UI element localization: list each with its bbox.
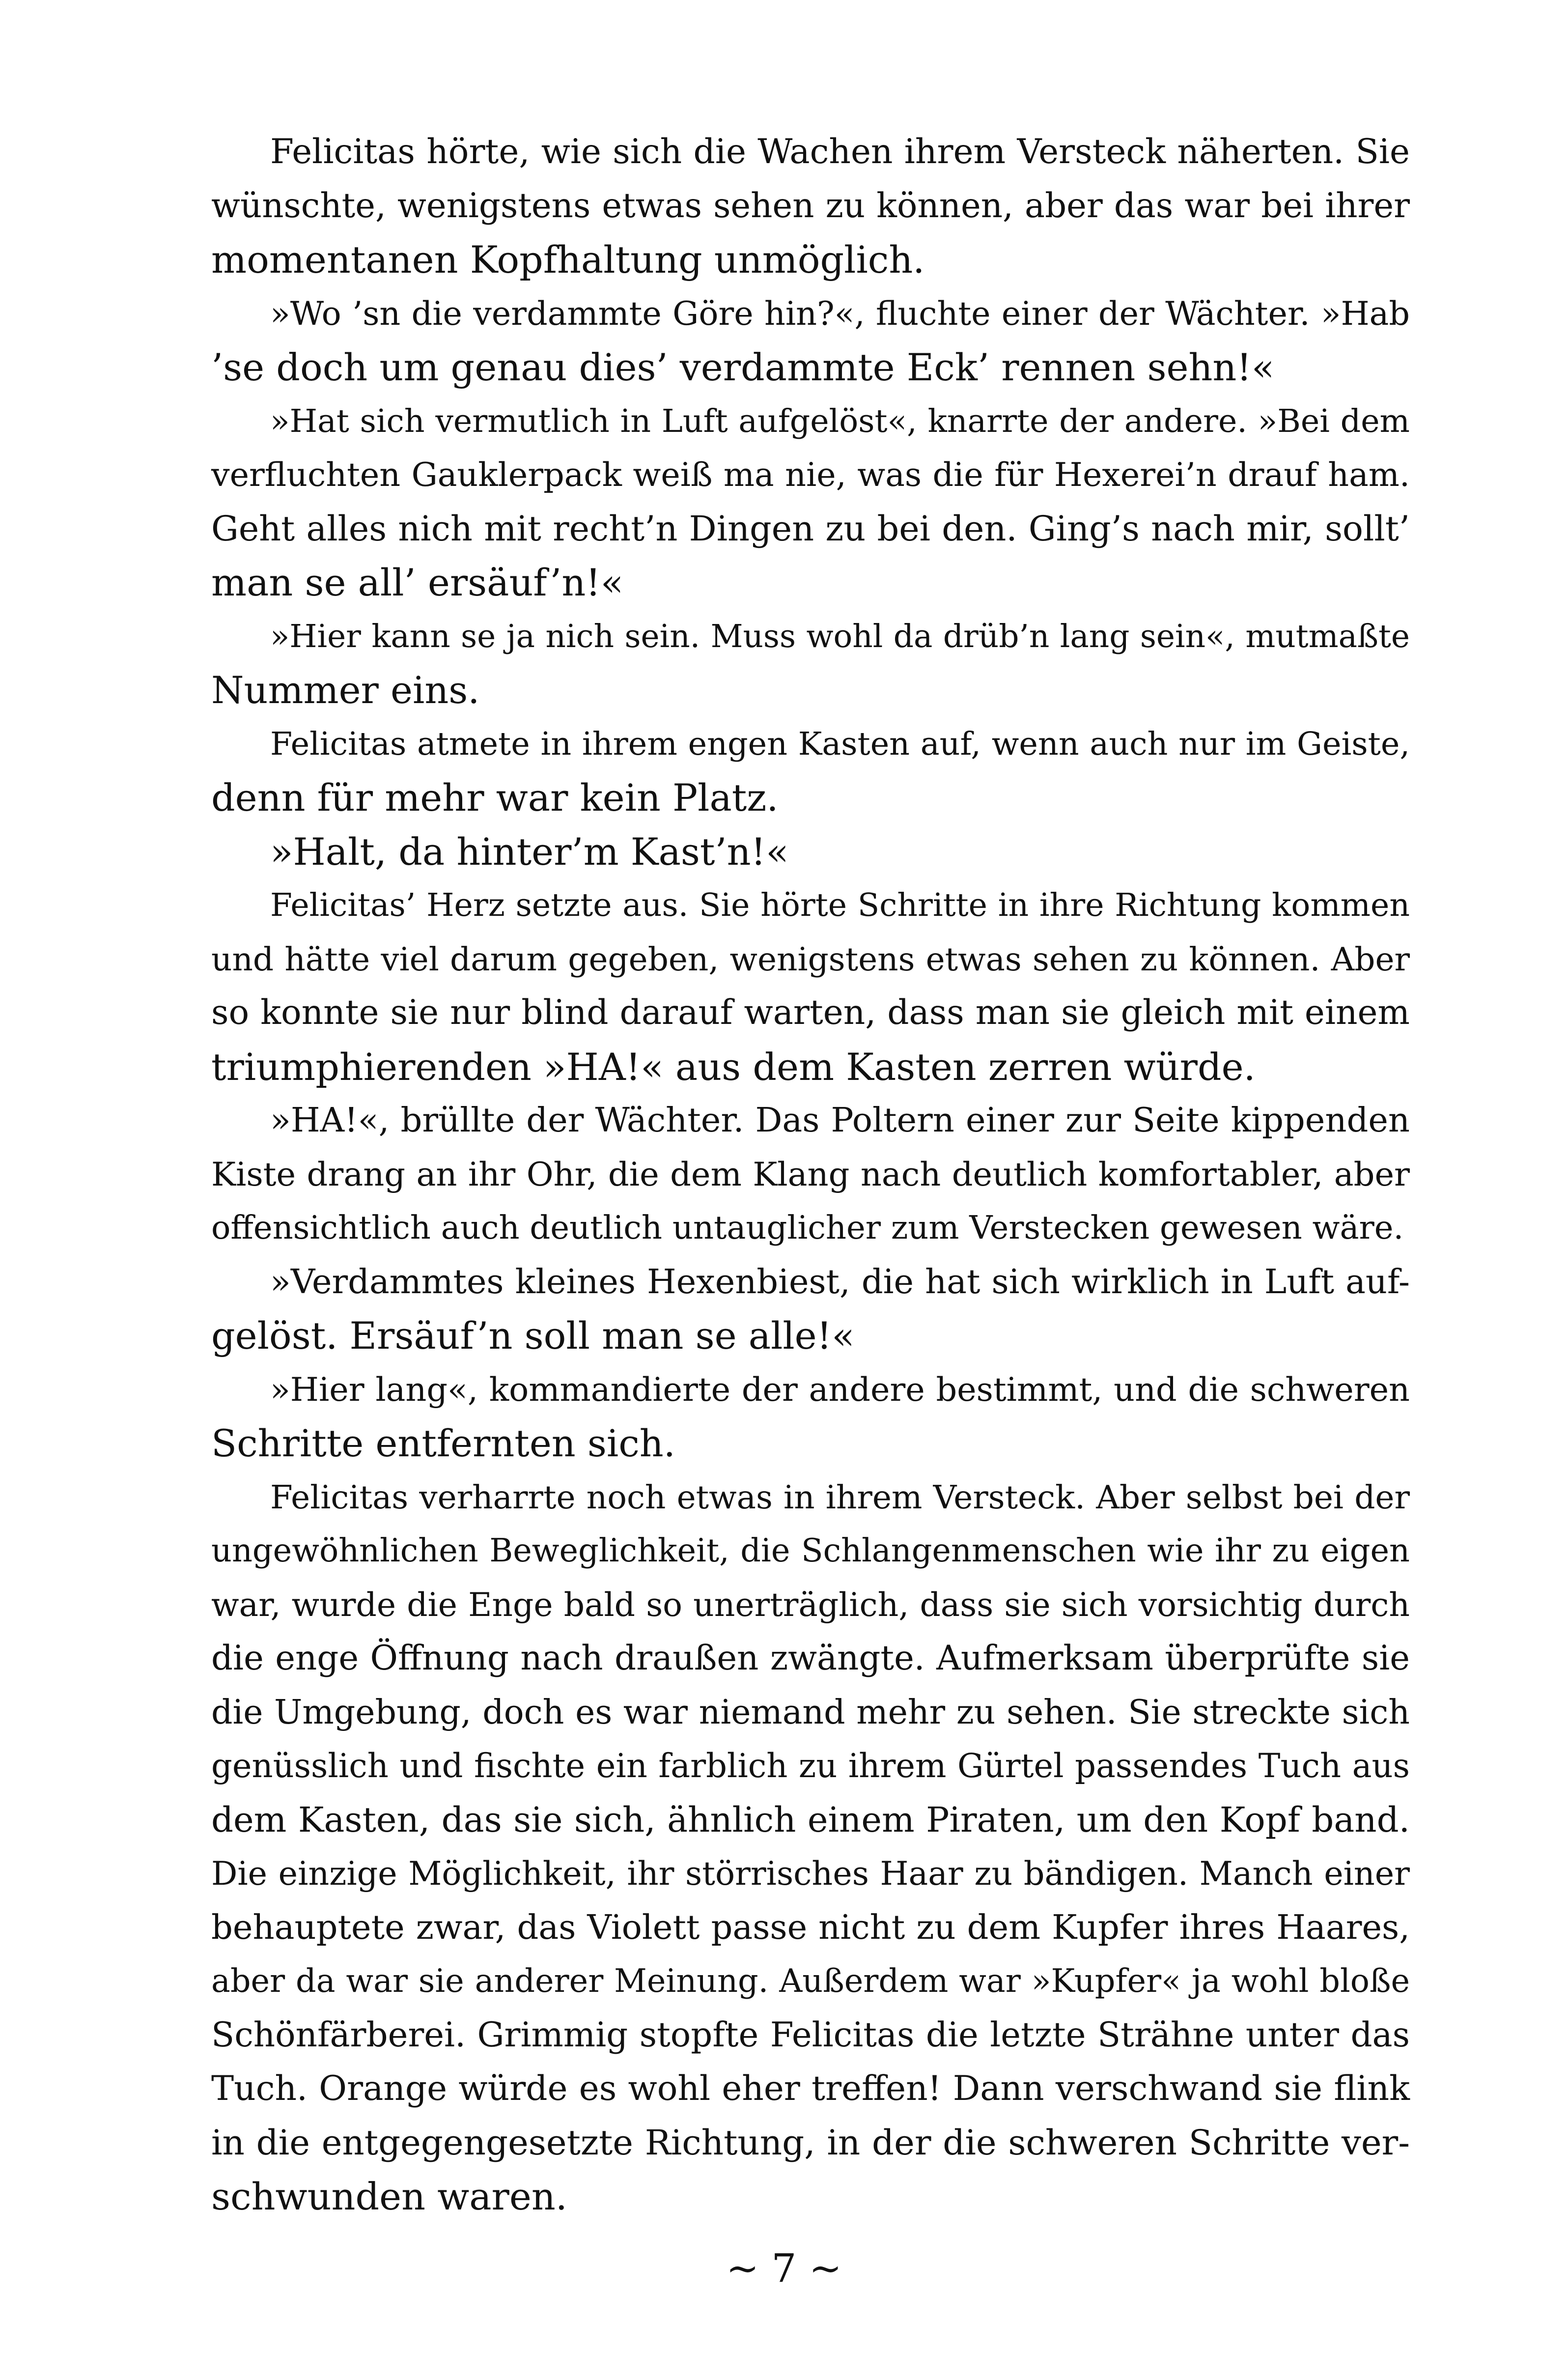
text-line: »Hier lang«, kommandierte der andere bestimmt, und die schweren [270,1370,1410,1409]
text-line: ungewöhnlichen Beweglichkeit, die Schlangenmenschen wie ihr zu eigen [211,1532,1410,1569]
text-line: Geht alles nich mit recht’n Dingen zu bei den. Ging’s nach mir, sollt’ [211,509,1410,549]
text-line: Felicitas’ Herz setzte aus. Sie hörte Schritte in ihre Richtung kommen [270,887,1410,924]
text-line: die enge Öffnung nach draußen zwängte. Aufmerksam überprüfte sie [211,1639,1410,1678]
text-line: offensichtlich auch deutlich untauglicher zum Verstecken gewesen wäre. [211,1209,1404,1246]
text-line: Felicitas atmete in ihrem engen Kasten auf, wenn auch nur im Geiste, [270,725,1410,763]
text-line: in die entgegengesetzte Richtung, in der die schweren Schritte ver- [211,2122,1410,2163]
text-line: Die einzige Möglichkeit, ihr störrisches Haar zu bändigen. Manch einer [211,1854,1410,1893]
text-line: Schritte entfernten sich. [211,1421,675,1465]
text-line: »HA!«, brüllte der Wächter. Das Poltern einer zur Seite kippenden [270,1101,1410,1140]
text-line: »Halt, da hinter’m Kast’n!« [270,829,789,874]
text-line: schwunden waren. [211,2175,567,2218]
text-line: »Wo ’sn die verdammte Göre hin?«, fluchte einer der Wächter. »Hab [270,294,1410,333]
text-line: behauptete zwar, das Violett passe nicht zu dem Kupfer ihres Haares, [211,1907,1410,1947]
text-line: war, wurde die Enge bald so unerträglich, dass sie sich vorsichtig durch [211,1586,1410,1624]
text-line: Nummer eins. [211,668,480,712]
text-line: man se all’ ersäuf’n!« [211,561,624,604]
body-text [211,125,1410,2224]
page-number: ~ 7 ~ [726,2245,842,2291]
text-line: aber da war sie anderer Meinung. Außerdem war »Kupfer« ja wohl bloße [211,1963,1410,2000]
text-line: triumphierenden »HA!« aus dem Kasten zerren würde. [211,1045,1256,1089]
text-line: Felicitas verharrte noch etwas in ihrem Versteck. Aber selbst bei der [270,1478,1410,1516]
text-line: wünschte, wenigstens etwas sehen zu können, aber das war bei ihrer [211,186,1410,226]
text-line: Schönfärberei. Grimmig stopfte Felicitas die letzte Strähne unter das [211,2015,1410,2055]
text-line: »Hier kann se ja nich sein. Muss wohl da drüb’n lang sein«, mutmaßte [270,618,1410,655]
text-line: dem Kasten, das sie sich, ähnlich einem Piraten, um den Kopf band. [211,1799,1410,1840]
text-line: verfluchten Gauklerpack weiß ma nie, was die für Hexerei’n drauf ham. [211,455,1410,494]
text-line: Tuch. Orange würde es wohl eher treffen! Dann verschwand sie flink [211,2069,1410,2108]
text-line: »Hat sich vermutlich in Luft aufgelöst«, knarrte der andere. »Bei dem [270,402,1410,440]
text-line: gelöst. Ersäuf’n soll man se alle!« [211,1314,855,1358]
text-line: denn für mehr war kein Platz. [211,776,779,820]
text-line: und hätte viel darum gegeben, wenigstens etwas sehen zu können. Aber [211,940,1410,978]
text-line: momentanen Kopfhaltung unmöglich. [211,238,925,282]
text-line: die Umgebung, doch es war niemand mehr zu sehen. Sie streckte sich [211,1693,1410,1732]
text-line: Kiste drang an ihr Ohr, die dem Klang nach deutlich komfortabler, aber [211,1155,1410,1193]
text-line: »Verdammtes kleines Hexenbiest, die hat sich wirklich in Luft auf- [270,1262,1410,1302]
text-line: so konnte sie nur blind darauf warten, dass man sie gleich mit einem [211,993,1410,1032]
text-line: ’se doch um genau dies’ verdammte Eck’ rennen sehn!« [211,345,1275,389]
text-line: genüsslich und fischte ein farblich zu ihrem Gürtel passendes Tuch aus [211,1747,1410,1785]
text-line: Felicitas hörte, wie sich die Wachen ihrem Versteck näherten. Sie [270,132,1410,171]
